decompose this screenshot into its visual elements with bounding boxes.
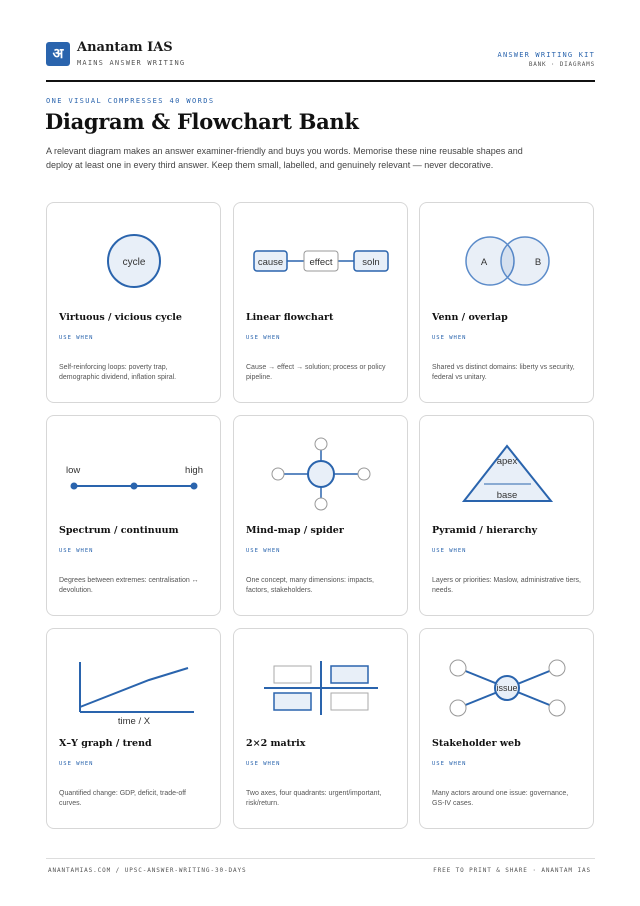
spectrum-point xyxy=(71,483,78,490)
brand-subtitle: MAINS ANSWER WRITING xyxy=(77,59,186,67)
flow-label-cause: cause xyxy=(257,257,284,268)
xy-graph-diagram xyxy=(47,629,222,729)
graph-trend-line xyxy=(80,668,188,707)
matrix-cell xyxy=(331,693,368,710)
card-tag: USE WHEN xyxy=(59,761,94,767)
flow-label-soln: soln xyxy=(362,257,380,268)
card-description: Cause → effect → solution; process or policy pipeline. xyxy=(246,364,386,381)
card-cycle xyxy=(46,202,221,403)
footer-url[interactable]: ANANTAMIAS.COM / UPSC-ANSWER-WRITING-30-DAYS xyxy=(48,867,247,874)
spectrum-diagram xyxy=(47,416,222,516)
cycle-label: cycle xyxy=(122,257,146,268)
card-tag: USE WHEN xyxy=(246,761,281,767)
card-linear-flowchart xyxy=(233,202,408,403)
mindmap-diagram xyxy=(234,416,409,516)
mindmap-node xyxy=(272,468,284,480)
footer-rule xyxy=(46,858,595,859)
spectrum-label-high: high xyxy=(185,465,203,476)
intro-paragraph: A relevant diagram makes an answer examiner-friendly and buys you words. Memorise these nine reusable shapes and deploy at least one in every third answer. Keep them small, labelled, and genuinely relevant — never decorative. xyxy=(46,146,523,170)
card-venn xyxy=(419,202,594,403)
web-node xyxy=(450,660,466,676)
kit-title: ANSWER WRITING KIT xyxy=(497,51,595,59)
card-xy-graph xyxy=(46,628,221,829)
spectrum-label-low: low xyxy=(66,465,81,476)
spectrum-point xyxy=(131,483,138,490)
card-spectrum xyxy=(46,415,221,616)
card-stakeholder-web xyxy=(419,628,594,829)
card-tag: USE WHEN xyxy=(432,761,467,767)
card-description: Many actors around one issue: governance, GS-IV cases. xyxy=(432,790,569,807)
eyebrow: ONE VISUAL COMPRESSES 40 WORDS xyxy=(46,97,215,105)
pyramid-diagram xyxy=(420,416,595,516)
pyramid-label-apex: apex xyxy=(496,456,518,467)
web-center-label: issue xyxy=(496,683,518,693)
card-description: Degrees between extremes: centralisation ↔ devolution. xyxy=(59,577,199,594)
spectrum-point xyxy=(191,483,198,490)
card-description: One concept, many dimensions: impacts, factors, stakeholders. xyxy=(246,577,375,594)
matrix-cell xyxy=(331,666,368,683)
card-description: Shared vs distinct domains: liberty vs security, federal vs unitary. xyxy=(432,364,575,381)
stakeholder-diagram xyxy=(420,629,595,729)
card-title: X–Y graph / trend xyxy=(59,738,152,749)
mindmap-center xyxy=(308,461,334,487)
card-tag: USE WHEN xyxy=(432,335,467,341)
card-description: Self-reinforcing loops: poverty trap, demographic dividend, inflation spiral. xyxy=(59,364,177,381)
web-node xyxy=(549,660,565,676)
header-rule xyxy=(46,80,595,82)
venn-circle-b xyxy=(501,237,549,285)
pyramid-label-base: base xyxy=(496,490,518,501)
card-matrix xyxy=(233,628,408,829)
card-mind-map xyxy=(233,415,408,616)
mindmap-node xyxy=(358,468,370,480)
cycle-diagram xyxy=(47,203,222,303)
card-description: Quantified change: GDP, deficit, trade-off curves. xyxy=(59,790,186,807)
card-title: 2×2 matrix xyxy=(246,738,306,749)
graph-x-label: time / X xyxy=(117,716,151,727)
card-tag: USE WHEN xyxy=(432,548,467,554)
matrix-cell xyxy=(274,693,311,710)
page-title: Diagram & Flowchart Bank xyxy=(45,109,359,134)
mindmap-node xyxy=(315,498,327,510)
card-title: Pyramid / hierarchy xyxy=(432,525,538,536)
venn-label-a: A xyxy=(480,257,488,268)
venn-diagram xyxy=(420,203,595,303)
card-pyramid xyxy=(419,415,594,616)
venn-label-b: B xyxy=(534,257,542,268)
card-title: Spectrum / continuum xyxy=(59,525,179,536)
footer-credit: FREE TO PRINT & SHARE · ANANTAM IAS xyxy=(433,867,591,874)
page-header xyxy=(46,42,595,82)
card-description: Layers or priorities: Maslow, administrative tiers, needs. xyxy=(432,577,581,594)
card-title: Mind-map / spider xyxy=(246,525,344,536)
card-tag: USE WHEN xyxy=(246,335,281,341)
flowchart-diagram xyxy=(234,203,409,303)
kit-subtitle: BANK · DIAGRAMS xyxy=(528,61,595,68)
web-node xyxy=(549,700,565,716)
matrix-diagram xyxy=(234,629,409,729)
card-description: Two axes, four quadrants: urgent/important, risk/return. xyxy=(246,790,382,807)
card-title: Stakeholder web xyxy=(432,738,521,749)
brand-logo: अ xyxy=(46,42,70,66)
card-title: Virtuous / vicious cycle xyxy=(59,312,182,323)
brand-name: Anantam IAS xyxy=(77,40,173,55)
flow-label-effect: effect xyxy=(309,257,333,268)
card-tag: USE WHEN xyxy=(59,548,94,554)
matrix-cell xyxy=(274,666,311,683)
card-title: Linear flowchart xyxy=(246,312,334,323)
card-tag: USE WHEN xyxy=(59,335,94,341)
web-node xyxy=(450,700,466,716)
mindmap-node xyxy=(315,438,327,450)
card-title: Venn / overlap xyxy=(432,312,508,323)
card-tag: USE WHEN xyxy=(246,548,281,554)
